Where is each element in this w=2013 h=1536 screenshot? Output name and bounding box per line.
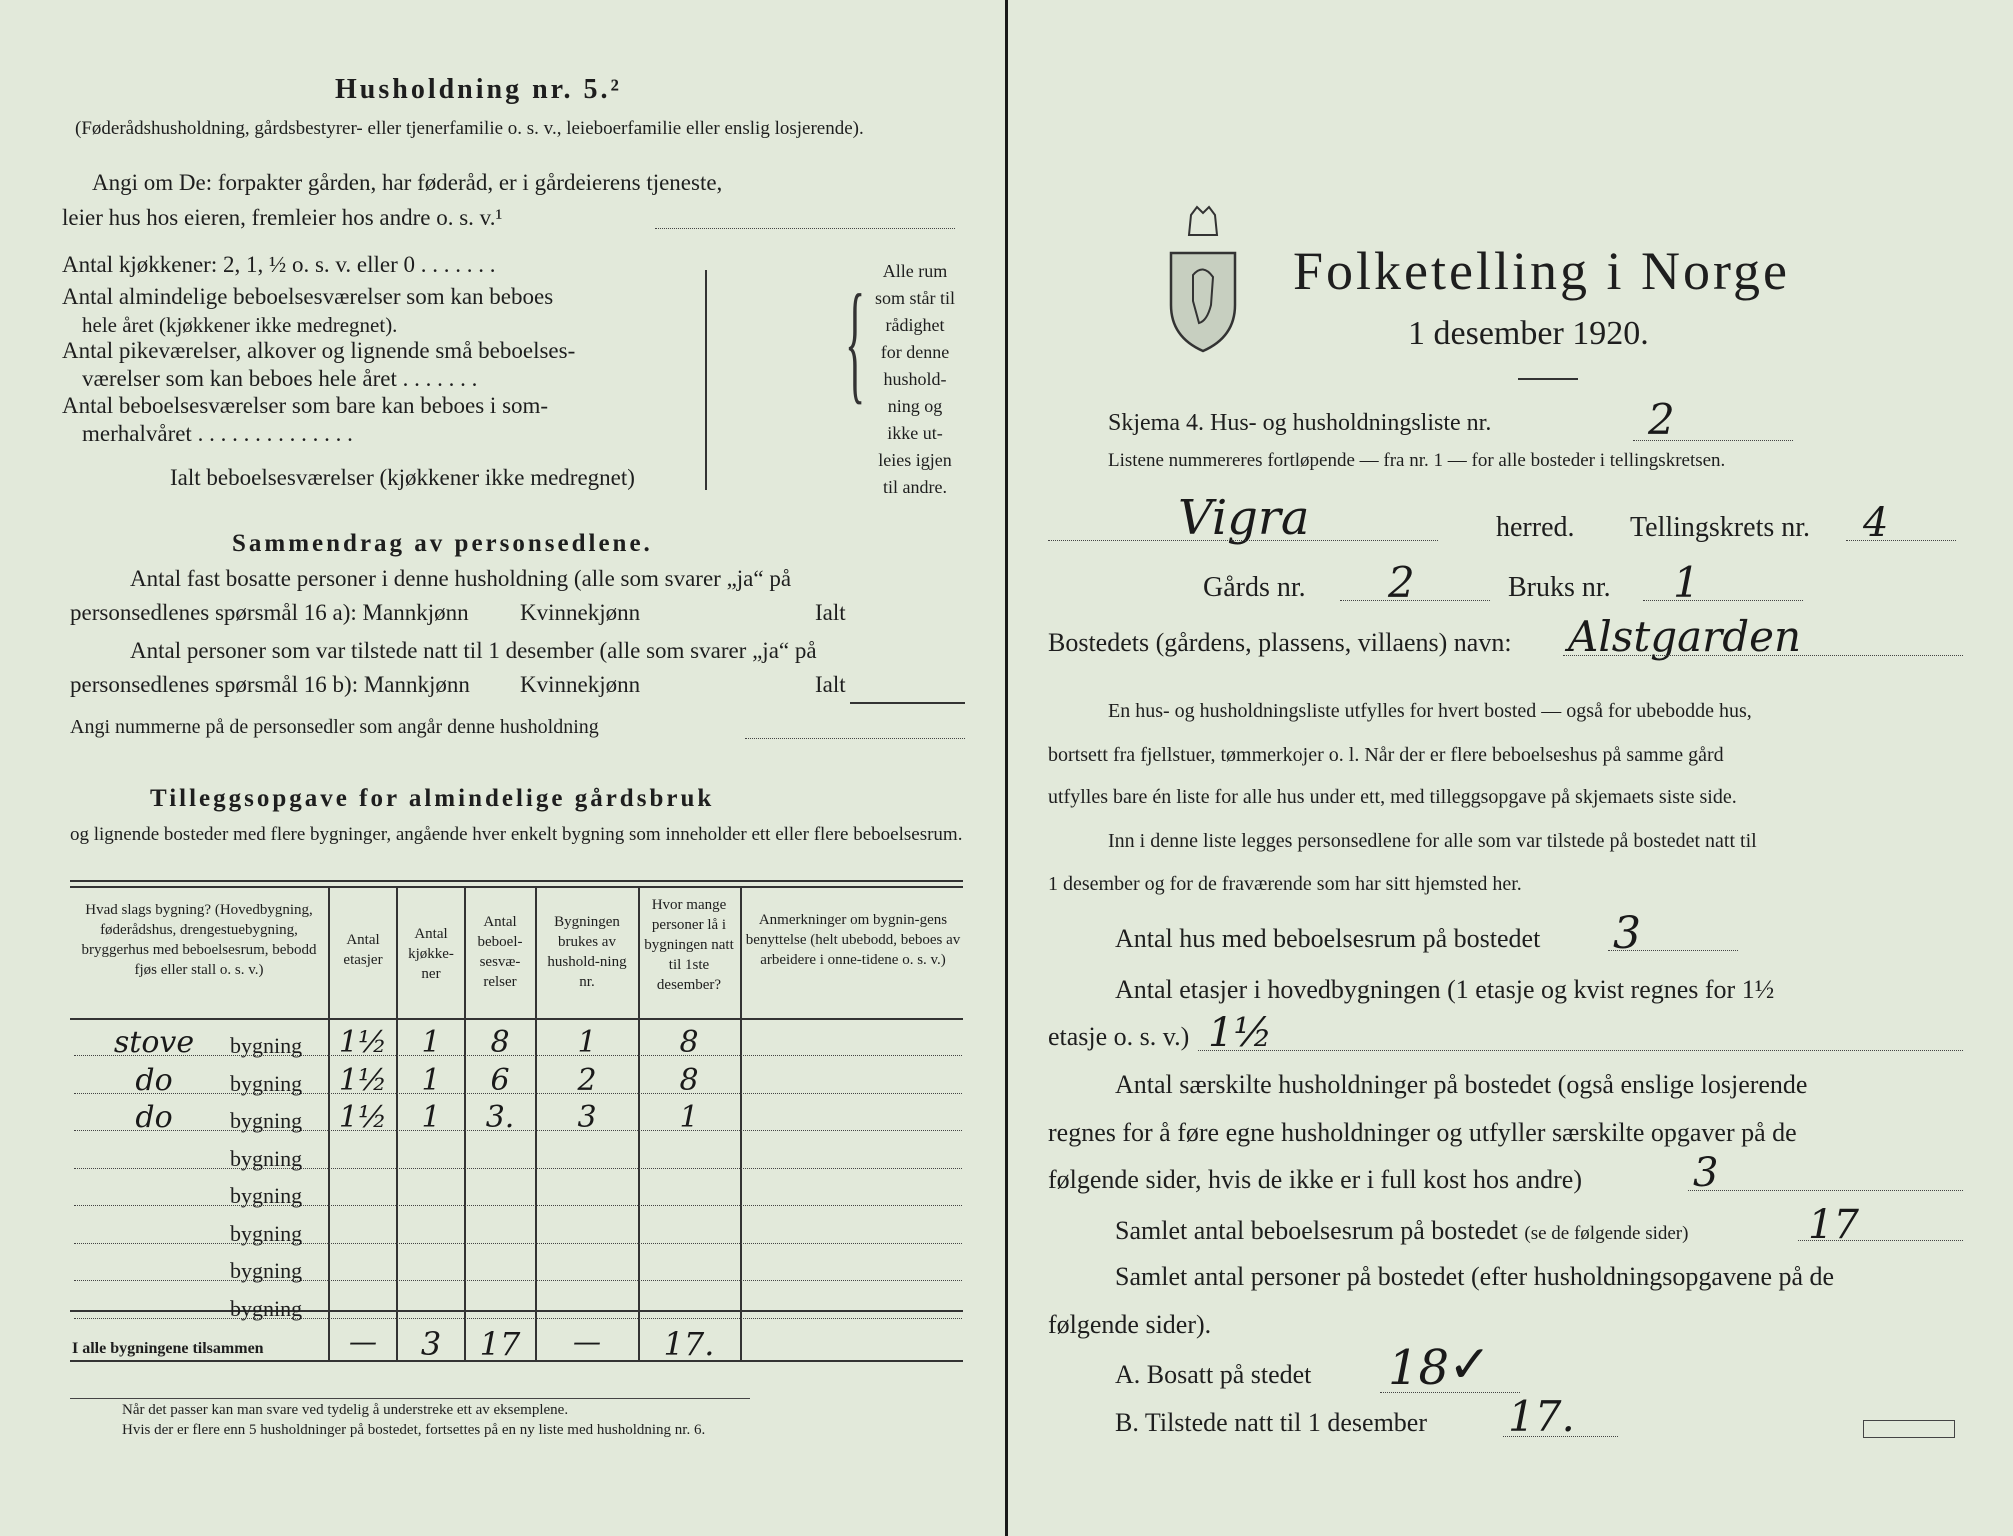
census-date: 1 desember 1920.: [1408, 315, 1649, 352]
brace-note-line: for denne: [880, 342, 950, 362]
table-header-rule: [70, 1018, 963, 1020]
total-persons-label-a: Samlet antal personer på bostedet (efter husholdningsopgavene på de: [1115, 1262, 1835, 1291]
summary-2a: Antal personer som var tilstede natt til 1 desember (alle som svarer „ja“ på: [130, 638, 817, 663]
resident-line: [1380, 1392, 1520, 1393]
total-underline: [850, 702, 965, 704]
row-rooms: 8: [490, 1025, 510, 1060]
households-label-c: følgende sider, hvis de ikke er i full kost hos andre): [1048, 1165, 1582, 1194]
floors-label-a: Antal etasjer i hovedbygningen (1 etasje og kvist regnes for 1½: [1115, 975, 1775, 1004]
total-rooms-note: (se de følgende sider): [1524, 1223, 1689, 1244]
total-rooms-label: [1115, 1216, 1688, 1246]
row-line: [74, 1205, 962, 1206]
header-household-no: Bygningen brukes av hushold-ning nr.: [547, 914, 627, 990]
row-kitchens: 1: [421, 1100, 441, 1135]
houses-value: 3: [1613, 908, 1641, 959]
row-line: [74, 1243, 962, 1244]
instr-1a: En hus- og husholdningsliste utfylles for hvert bosted — også for ubebodde hus,: [1108, 700, 1752, 722]
farm-no-label: Gårds nr.: [1203, 572, 1306, 603]
schema-label: Skjema 4. Hus- og husholdningsliste nr.: [1108, 410, 1492, 436]
col-rule: [328, 886, 330, 1360]
total-floors: —: [349, 1325, 377, 1358]
row-bygning-label: bygning: [230, 1295, 303, 1321]
farm-no-value: 2: [1388, 558, 1415, 607]
row-rooms: 6: [490, 1062, 510, 1098]
header-persons: Hvor mange personer lå i bygningen natt til 1ste desember?: [644, 897, 734, 993]
header-building-type: Hvad slags bygning? (Hovedbygning, føderådshus, drengestuebygning, bryggerhus med beboelsesrum, bebodd fjøs eller stall o. s. v.): [81, 902, 317, 978]
brace-note-line: til andre.: [883, 477, 947, 497]
brace-note-line: som står til: [875, 288, 955, 308]
title-rule: [1518, 378, 1578, 380]
row-persons: 8: [679, 1025, 699, 1060]
floors-line: [1198, 1050, 1963, 1051]
houses-line: [1608, 950, 1738, 951]
row-bygning-label: bygning: [230, 1220, 303, 1246]
row-persons: 8: [679, 1062, 699, 1098]
row-building-type: stove: [113, 1025, 195, 1060]
schema-line: [1633, 440, 1793, 441]
row-kitchens: 1: [421, 1025, 441, 1060]
summary-1b: personsedlenes spørsmål 16 a): Mannkjønn: [70, 600, 469, 625]
summary-2b: personsedlenes spørsmål 16 b): Mannkjønn: [70, 672, 470, 697]
resident-label: A. Bosatt på stedet: [1115, 1360, 1312, 1389]
row-rooms: 3.: [485, 1100, 515, 1135]
instr-2a: Inn i denne liste legges personsedlene for alle som var tilstede på bostedet natt til: [1108, 830, 1757, 852]
holding-no-line: [1643, 600, 1803, 601]
instr-2b: 1 desember og for de fraværende som har sitt hjemsted her.: [1048, 873, 1522, 895]
row-kitchens: 1: [421, 1062, 441, 1098]
supplement-title: Tilleggsopgave for almindelige gårdsbruk: [150, 785, 715, 812]
instr-1c: utfylles bare én liste for alle hus under ett, med tilleggsopgave på skjemaets siste side.: [1048, 786, 1737, 808]
angi-line-2: leier hus hos eieren, fremleier hos andre o. s. v.¹: [62, 205, 503, 230]
resident-value: 18: [1388, 1340, 1450, 1396]
row-household: 1: [577, 1025, 597, 1060]
row-bygning-label: bygning: [230, 1033, 303, 1058]
table-total-rule: [70, 1310, 963, 1312]
brace-note-line: ikke ut-: [887, 423, 943, 443]
district-value: 4: [1863, 500, 1889, 546]
brace-note: [860, 258, 970, 501]
answer-column-rule: [705, 270, 707, 490]
brace-note-line: Alle rum: [882, 261, 948, 281]
row-floors: 1½: [338, 1025, 388, 1060]
holding-no-value: 1: [1673, 558, 1700, 607]
floors-value: 1½: [1208, 1010, 1273, 1056]
district-line: [1846, 540, 1956, 541]
header-kitchens: Antal kjøkke-ner: [408, 926, 454, 982]
list-note: Listene nummereres fortløpende — fra nr. 1 — for alle bosteder i tellingskretsen.: [1108, 450, 1726, 471]
district-label: Tellingskrets nr.: [1630, 512, 1811, 543]
total-row-label: I alle bygningene tilsammen: [72, 1340, 264, 1357]
angi-line-1: Angi om De: forpakter gården, har føderåd, er i gårdeierens tjeneste,: [92, 170, 723, 195]
row-bygning-label: bygning: [230, 1258, 303, 1283]
kitchens-label: Antal kjøkkener: 2, 1, ½ o. s. v. eller 0 . . . . . . .: [62, 252, 496, 277]
row-line: [74, 1168, 962, 1169]
place-name-value: Alstgarden: [1568, 612, 1801, 661]
summary-1a: Antal fast bosatte personer i denne husholdning (alle som svarer „ja“ på: [130, 566, 792, 591]
total-rooms-label: Ialt beboelsesværelser (kjøkkener ikke medregnet): [170, 465, 635, 490]
total-rooms: 17: [479, 1325, 521, 1363]
row-building-type: do: [135, 1100, 173, 1135]
header-remarks: Anmerkninger om bygnin-gens benyttelse (helt ubebodd, beboes av arbeidere i onne-tidene o. s. v.): [745, 912, 961, 968]
summer-rooms-label-1: Antal beboelsesværelser som bare kan beboes i som-: [62, 393, 549, 418]
total-rooms-line: [1798, 1240, 1963, 1241]
row-line: [74, 1280, 962, 1281]
left-page: [0, 0, 1005, 1536]
table-top-rule: [70, 880, 963, 882]
header-floors: Antal etasjer: [343, 932, 383, 968]
brace-note-line: leies igjen: [878, 450, 952, 470]
total-label-1: Ialt: [815, 600, 846, 625]
households-label-a: Antal særskilte husholdninger på bostedet (også enslige losjerende: [1115, 1070, 1808, 1099]
total-rooms-text: Samlet antal beboelsesrum på bostedet: [1115, 1216, 1518, 1245]
row-household: 2: [577, 1062, 597, 1098]
col-rule: [396, 886, 398, 1360]
holding-no-label: Bruks nr.: [1508, 572, 1611, 603]
maid-rooms-label-2: værelser som kan beboes hele året . . . . . . .: [82, 366, 478, 391]
total-household: —: [573, 1325, 601, 1358]
person-numbers-label: Angi nummerne på de personsedler som angår denne husholdning: [70, 716, 599, 738]
footnote-2: Hvis der er flere enn 5 husholdninger på bostedet, fortsettes på en ny liste med husholdning nr. 6.: [122, 1422, 706, 1438]
row-bygning-label: bygning: [230, 1070, 303, 1096]
brace: {: [845, 271, 866, 419]
table-top-rule-2: [70, 886, 963, 888]
row-line: [74, 1318, 962, 1319]
person-numbers-line: [745, 738, 965, 739]
total-rooms-value: 17: [1808, 1202, 1859, 1248]
total-kitchens: 3: [420, 1325, 442, 1363]
total-persons-label-b: følgende sider).: [1048, 1310, 1212, 1339]
schema-number: 2: [1648, 395, 1675, 444]
place-name-label: Bostedets (gårdens, plassens, villaens) navn:: [1048, 628, 1512, 657]
row-household: 3: [577, 1100, 597, 1135]
col-rule: [535, 886, 537, 1360]
floors-label-b: etasje o. s. v.): [1048, 1022, 1190, 1051]
brace-note-line: rådighet: [885, 315, 945, 335]
present-label: B. Tilstede natt til 1 desember: [1115, 1408, 1427, 1437]
present-value: 17.: [1508, 1392, 1575, 1441]
coat-of-arms-icon: [1163, 205, 1243, 355]
female-label-2: Kvinnekjønn: [520, 672, 641, 697]
main-title: Folketelling i Norge: [1293, 241, 1790, 301]
total-label-2: Ialt: [815, 672, 846, 697]
row-floors: 1½: [338, 1062, 388, 1098]
instr-1b: bortsett fra fjellstuer, tømmerkojer o. l. Når der er flere beboelseshus på samme gård: [1048, 744, 1724, 766]
row-bygning-label: bygning: [230, 1108, 303, 1133]
municipality-value: Vigra: [1178, 490, 1310, 546]
checkmark-icon: ✓: [1448, 1337, 1492, 1394]
place-name-line: [1563, 655, 1963, 656]
houses-label: Antal hus med beboelsesrum på bostedet: [1115, 924, 1541, 953]
row-bygning-label: bygning: [230, 1145, 303, 1171]
household-intro: (Føderådshusholdning, gårdsbestyrer- eller tjenerfamilie o. s. v., leieboerfamilie eller enslig losjerende).: [75, 118, 864, 139]
col-rule: [464, 886, 466, 1360]
municipality-label: herred.: [1496, 512, 1575, 543]
present-line: [1503, 1436, 1618, 1437]
col-rule: [740, 886, 742, 1360]
supplement-text: og lignende bosteder med flere bygninger, angående hver enkelt bygning som inneholder ett eller flere beboelsesrum.: [70, 824, 963, 845]
footnote-1: Når det passer kan man svare ved tydelig å understreke ett av eksemplene.: [122, 1402, 569, 1418]
farm-no-line: [1340, 600, 1490, 601]
row-building-type: do: [135, 1062, 173, 1098]
total-persons: 17.: [663, 1325, 715, 1363]
row-persons: 1: [679, 1100, 699, 1135]
brace-note-line: ning og: [887, 396, 943, 416]
summary-title: Sammendrag av personsedlene.: [232, 530, 653, 557]
brace-note-line: hushold-: [883, 369, 947, 389]
households-value: 3: [1693, 1150, 1719, 1196]
households-label-b: regnes for å føre egne husholdninger og utfyller særskilte opgaver på de: [1048, 1118, 1797, 1147]
households-line: [1688, 1190, 1963, 1191]
angi-answer-line: [655, 228, 955, 229]
right-page: [1008, 0, 2013, 1536]
row-floors: 1½: [338, 1100, 388, 1135]
footnote-rule: [70, 1398, 750, 1399]
household-title: Husholdning nr. 5.²: [335, 74, 622, 105]
summer-rooms-label-2: merhalvåret . . . . . . . . . . . . . .: [82, 421, 353, 446]
municipality-line: [1048, 540, 1438, 541]
ordinary-rooms-label-2: hele året (kjøkkener ikke medregnet).: [82, 313, 398, 337]
printer-stamp: [1863, 1420, 1955, 1438]
row-bygning-label: bygning: [230, 1183, 303, 1208]
female-label-1: Kvinnekjønn: [520, 600, 641, 625]
header-rooms: Antal beboel-sesvæ-relser: [477, 914, 523, 990]
ordinary-rooms-label-1: Antal almindelige beboelsesværelser som kan beboes: [62, 284, 554, 309]
maid-rooms-label-1: Antal pikeværelser, alkover og lignende små beboelses-: [62, 338, 576, 363]
